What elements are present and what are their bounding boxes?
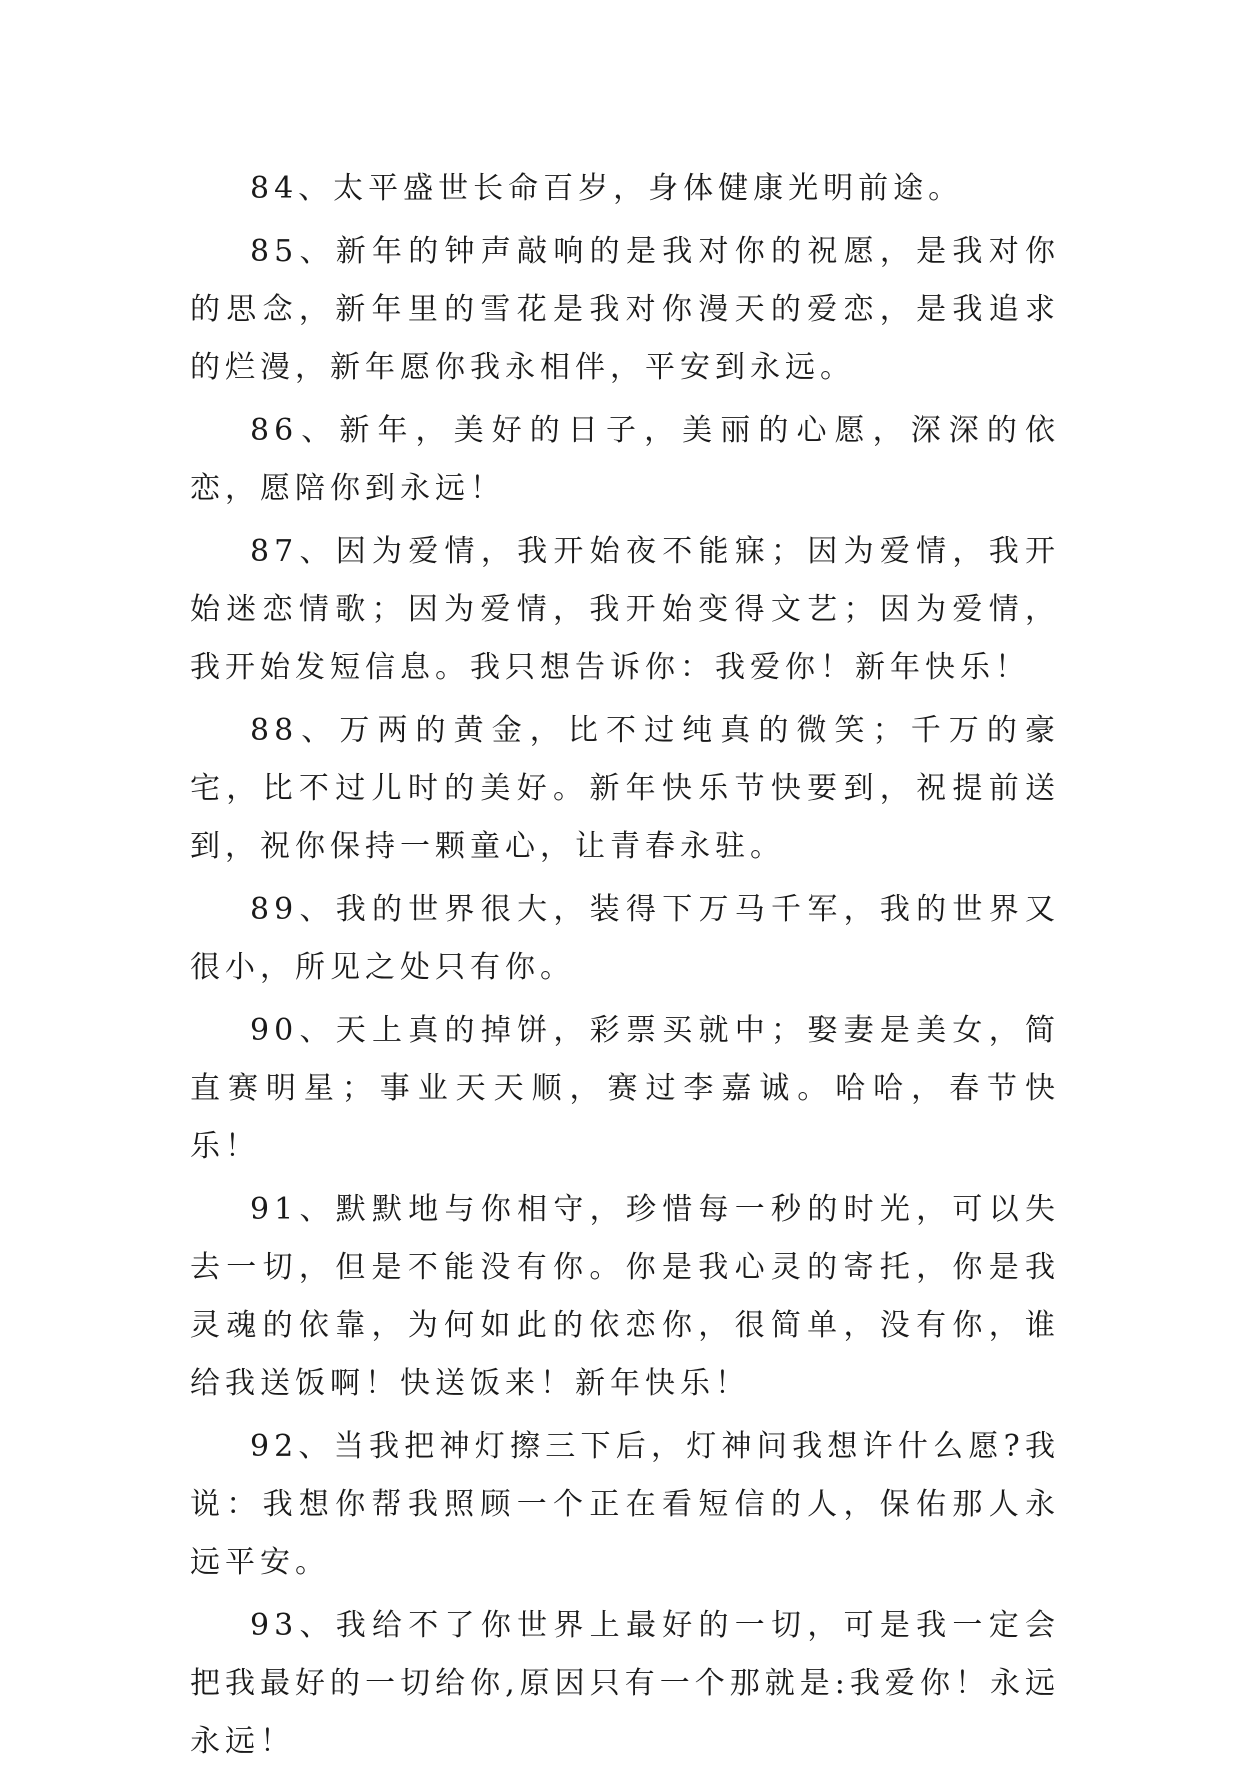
paragraph-89: 89、我的世界很大，装得下万马千军，我的世界又很小，所见之处只有你。 bbox=[190, 892, 1060, 985]
paragraph-85: 85、新年的钟声敲响的是我对你的祝愿，是我对你的思念，新年里的雪花是我对你漫天的爱恋，是我追求的烂漫，新年愿你我永相伴，平安到永远。 bbox=[190, 234, 1060, 385]
paragraph-86: 86、新年，美好的日子，美丽的心愿，深深的依恋，愿陪你到永远！ bbox=[190, 413, 1060, 506]
paragraph-91: 91、默默地与你相守，珍惜每一秒的时光，可以失去一切，但是不能没有你。你是我心灵的寄托，你是我灵魂的依靠，为何如此的依恋你，很简单，没有你，谁给我送饭啊！快送饭来！新年快乐！ bbox=[190, 1192, 1060, 1401]
paragraph-88: 88、万两的黄金，比不过纯真的微笑；千万的豪宅，比不过儿时的美好。新年快乐节快要到，祝提前送到，祝你保持一颗童心，让青春永驻。 bbox=[190, 713, 1060, 864]
paragraph-92: 92、当我把神灯擦三下后，灯神问我想许什么愿?我说：我想你帮我照顾一个正在看短信的人，保佑那人永远平安。 bbox=[190, 1429, 1060, 1580]
paragraph-87: 87、因为爱情，我开始夜不能寐；因为爱情，我开始迷恋情歌；因为爱情，我开始变得文艺；因为爱情，我开始发短信息。我只想告诉你：我爱你！新年快乐！ bbox=[190, 534, 1060, 685]
paragraph-93: 93、我给不了你世界上最好的一切，可是我一定会把我最好的一切给你,原因只有一个那就是:我爱你！永远永远！ bbox=[190, 1608, 1060, 1759]
paragraph-90: 90、天上真的掉饼，彩票买就中；娶妻是美女，简直赛明星；事业天天顺，赛过李嘉诚。哈哈，春节快乐！ bbox=[190, 1013, 1060, 1164]
paragraph-84: 84、太平盛世长命百岁，身体健康光明前途。 bbox=[250, 171, 964, 206]
document-body bbox=[190, 160, 1060, 1776]
